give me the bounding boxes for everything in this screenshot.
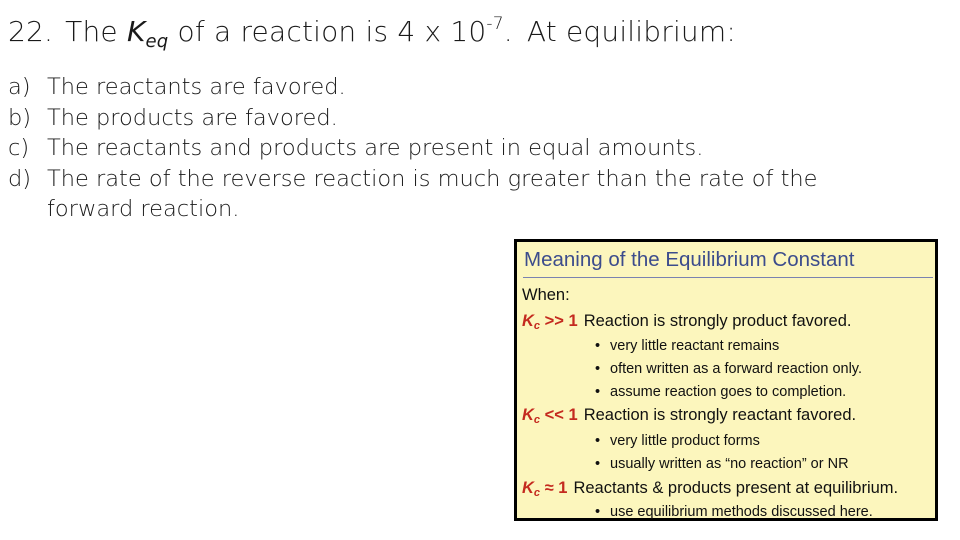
option-b[interactable]: b) The products are favored. (8, 104, 338, 131)
bullet-item: • usually written as “no reaction” or NR (595, 456, 849, 472)
bullet-item: • use equilibrium methods discussed here. (595, 504, 873, 520)
question-middle: of a reaction is 4 x 10 (177, 15, 487, 48)
panel-title: Meaning of the Equilibrium Constant (524, 248, 855, 271)
bullet-item: • often written as a forward reaction only. (595, 361, 862, 377)
equilibrium-constant-panel (514, 239, 938, 521)
bullet-item: • very little product forms (595, 433, 760, 449)
option-d[interactable]: d) The rate of the reverse reaction is much greater than the rate of the forward reaction. (8, 165, 818, 222)
question-text: 22. The $K_{eq}$ of a reaction is 4 x $10^{-7}$. At equilibrium: (8, 14, 736, 52)
panel-divider (523, 277, 933, 278)
kc-symbol: $K_c$ (522, 312, 541, 332)
option-c[interactable]: c) The reactants and products are present in equal amounts. (8, 135, 704, 161)
k-eq-symbol: $K_{eq}$ (126, 15, 169, 52)
question-number: 22. (8, 15, 54, 48)
kc-symbol: $K_c$ (522, 479, 541, 499)
kc-symbol: $K_c$ (522, 406, 541, 426)
bullet-item: • very little reactant remains (595, 338, 780, 354)
case-heading-equal: $K_c \approx 1$ Reactants & products present at equilibrium. (522, 479, 899, 499)
when-label: When: (522, 286, 570, 304)
case-heading-product-favored: $K_c >> 1$ Reaction is strongly product favored. (522, 312, 852, 332)
question-suffix: At equilibrium: (526, 15, 736, 48)
question-prefix: The (65, 15, 118, 48)
option-a[interactable]: a) The reactants are favored. (8, 74, 346, 100)
bullet-item: • assume reaction goes to completion. (595, 384, 847, 400)
answer-options (8, 72, 838, 225)
exponent: -7 (486, 14, 504, 34)
case-heading-reactant-favored: $K_c << 1$ Reaction is strongly reactant favored. (522, 406, 857, 426)
